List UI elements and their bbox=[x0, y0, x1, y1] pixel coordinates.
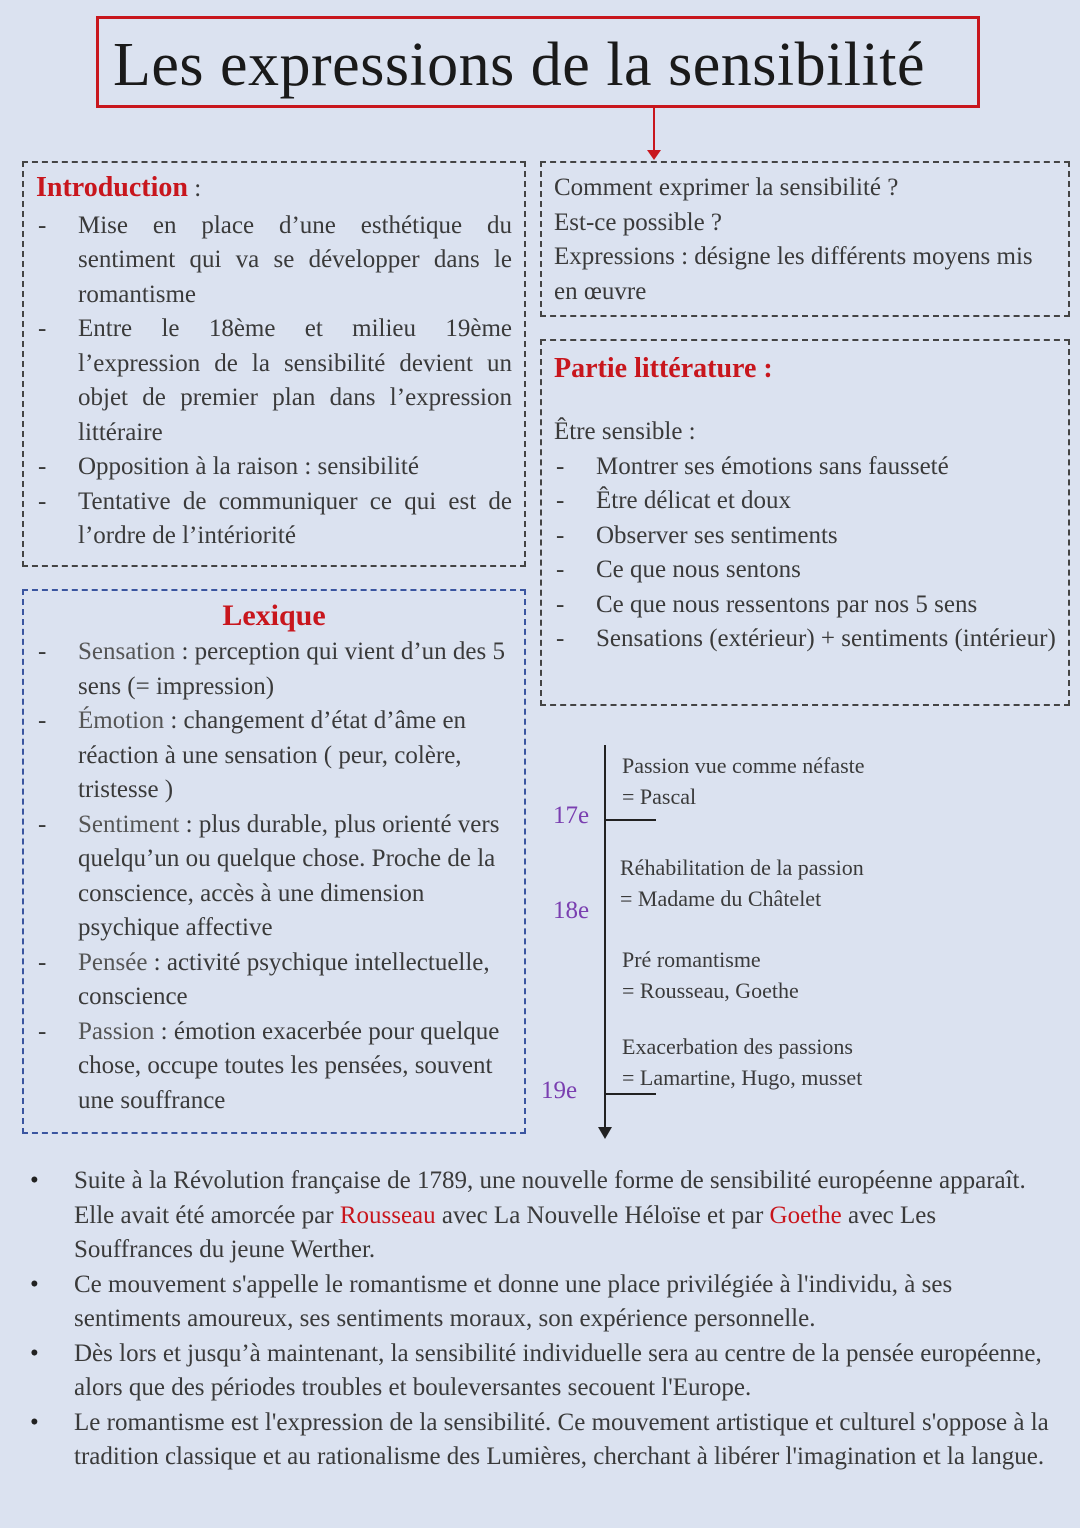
timeline-entry-authors: = Rousseau, Goethe bbox=[622, 978, 799, 1003]
list-item: - Ce que nous sentons bbox=[542, 553, 1056, 588]
century-label: 17e bbox=[553, 802, 590, 829]
expressions-definition: Expressions : désigne les différents moyens mis en œuvre bbox=[554, 243, 1033, 305]
summary-text: avec La Nouvelle Héloïse et par bbox=[435, 1201, 770, 1229]
lexique-term: Passion bbox=[78, 1017, 155, 1045]
list-item: - Ce que nous ressentons par nos 5 sens bbox=[542, 588, 1056, 623]
timeline-entry bbox=[622, 944, 799, 1006]
lexique-item bbox=[24, 808, 512, 946]
page-title: Les expressions de la sensibilité bbox=[96, 16, 980, 108]
lexique-term: Émotion bbox=[78, 707, 165, 734]
timeline-entry-authors: = Pascal bbox=[622, 784, 697, 809]
timeline-axis bbox=[604, 745, 606, 1129]
timeline-entry bbox=[622, 1031, 862, 1093]
century-label: 18e bbox=[553, 897, 590, 924]
lexique-term: Pensée bbox=[78, 948, 148, 976]
list-item: - Mise en place d’une esthétique du sentiment qui va se développer dans le romantisme bbox=[24, 209, 512, 313]
timeline-entry-title: Pré romantisme bbox=[622, 947, 761, 972]
lexique-item bbox=[24, 704, 512, 808]
highlight-rousseau: Rousseau bbox=[339, 1201, 436, 1229]
list-item: - Tentative de communiquer ce qui est de l’ordre de l’intériorité bbox=[24, 485, 512, 554]
list-item: - Opposition à la raison : sensibilité bbox=[24, 450, 512, 485]
list-item: - Entre le 18ème et milieu 19ème l’expression de la sensibilité devient un objet de premier plan dans l’expression littéraire bbox=[24, 312, 512, 450]
lexique-box bbox=[22, 589, 526, 1134]
highlight-goethe: Goethe bbox=[769, 1201, 842, 1229]
summary-text: avec Les Souffrances du jeune Werther. bbox=[74, 1201, 937, 1263]
lexique-item bbox=[24, 635, 512, 704]
lexique-term: Sentiment bbox=[78, 810, 180, 838]
timeline-entry-authors: = Madame du Châtelet bbox=[620, 886, 822, 911]
question-line: Est-ce possible ? bbox=[554, 208, 723, 236]
connector-arrow-line bbox=[653, 108, 655, 152]
list-item: - Sensations (extérieur) + sentiments (intérieur) bbox=[542, 622, 1056, 657]
timeline-entry-title: Passion vue comme néfaste bbox=[622, 753, 865, 778]
question-box bbox=[540, 161, 1070, 317]
question-line: Comment exprimer la sensibilité ? bbox=[554, 174, 899, 201]
timeline-entry bbox=[622, 750, 865, 812]
lexique-definition: : plus durable, plus orienté vers quelqu’un ou quelque chose. Proche de la conscience, accès à une dimension psychique affective bbox=[78, 810, 500, 941]
introduction-box bbox=[22, 161, 526, 567]
lexique-item bbox=[24, 1015, 512, 1119]
lexique-term: Sensation bbox=[78, 638, 176, 665]
introduction-list bbox=[24, 209, 512, 554]
lexique-definition: : changement d’état d’âme en réaction à une sensation ( peur, colère, tristesse ) bbox=[78, 707, 467, 803]
timeline-entry bbox=[620, 852, 864, 914]
summary-bullets bbox=[30, 1164, 1060, 1475]
lexique-definition: : émotion exacerbée pour quelque chose, occupe toutes les pensées, souvent une souffrance bbox=[78, 1017, 500, 1114]
lexique-item bbox=[24, 946, 512, 1015]
lexique-definition: : perception qui vient d’un des 5 sens (= impression) bbox=[78, 638, 506, 700]
litterature-box bbox=[540, 339, 1070, 706]
lexique-list bbox=[24, 635, 524, 1118]
timeline-entry-title: Exacerbation des passions bbox=[622, 1034, 853, 1059]
timeline-tick bbox=[606, 1093, 656, 1095]
timeline-entry-title: Réhabilitation de la passion bbox=[620, 855, 864, 880]
litterature-list bbox=[542, 450, 1056, 657]
timeline-entry-authors: = Lamartine, Hugo, musset bbox=[622, 1065, 863, 1090]
introduction-heading: Introduction bbox=[36, 172, 188, 203]
timeline-tick bbox=[606, 819, 656, 821]
summary-text: Suite à la Révolution française de 1789, une nouvelle forme de sensibilité européenne apparaît. Elle avait été amorcée par bbox=[74, 1167, 1026, 1229]
list-item: - Être délicat et doux bbox=[542, 484, 1056, 519]
litterature-heading: Partie littérature : bbox=[554, 353, 773, 384]
list-item: - Montrer ses émotions sans fausseté bbox=[542, 450, 1056, 485]
summary-item bbox=[30, 1164, 1060, 1268]
lexique-definition: : activité psychique intellectuelle, conscience bbox=[78, 948, 490, 1010]
arrow-down-icon bbox=[647, 150, 661, 160]
introduction-colon: : bbox=[187, 175, 202, 202]
summary-item: • Dès lors et jusqu’à maintenant, la sensibilité individuelle sera au centre de la pensée européenne, alors que des périodes troubles et bouleversantes secouent l'Europe. bbox=[30, 1337, 1060, 1406]
timeline-arrow-icon bbox=[598, 1127, 612, 1139]
litterature-subheading: Être sensible : bbox=[554, 418, 696, 445]
summary-item: • Ce mouvement s'appelle le romantisme et donne une place privilégiée à l'individu, à ses sentiments amoureux, ses sentiments moraux, son expérience personnelle. bbox=[30, 1268, 1060, 1337]
century-label: 19e bbox=[541, 1077, 578, 1104]
summary-item: • Le romantisme est l'expression de la sensibilité. Ce mouvement artistique et culturel s'oppose à la tradition classique et au rationalisme des Lumières, cherchant à libérer l'imagination et la langue. bbox=[30, 1406, 1060, 1475]
lexique-heading: Lexique bbox=[222, 599, 326, 632]
list-item: - Observer ses sentiments bbox=[542, 519, 1056, 554]
